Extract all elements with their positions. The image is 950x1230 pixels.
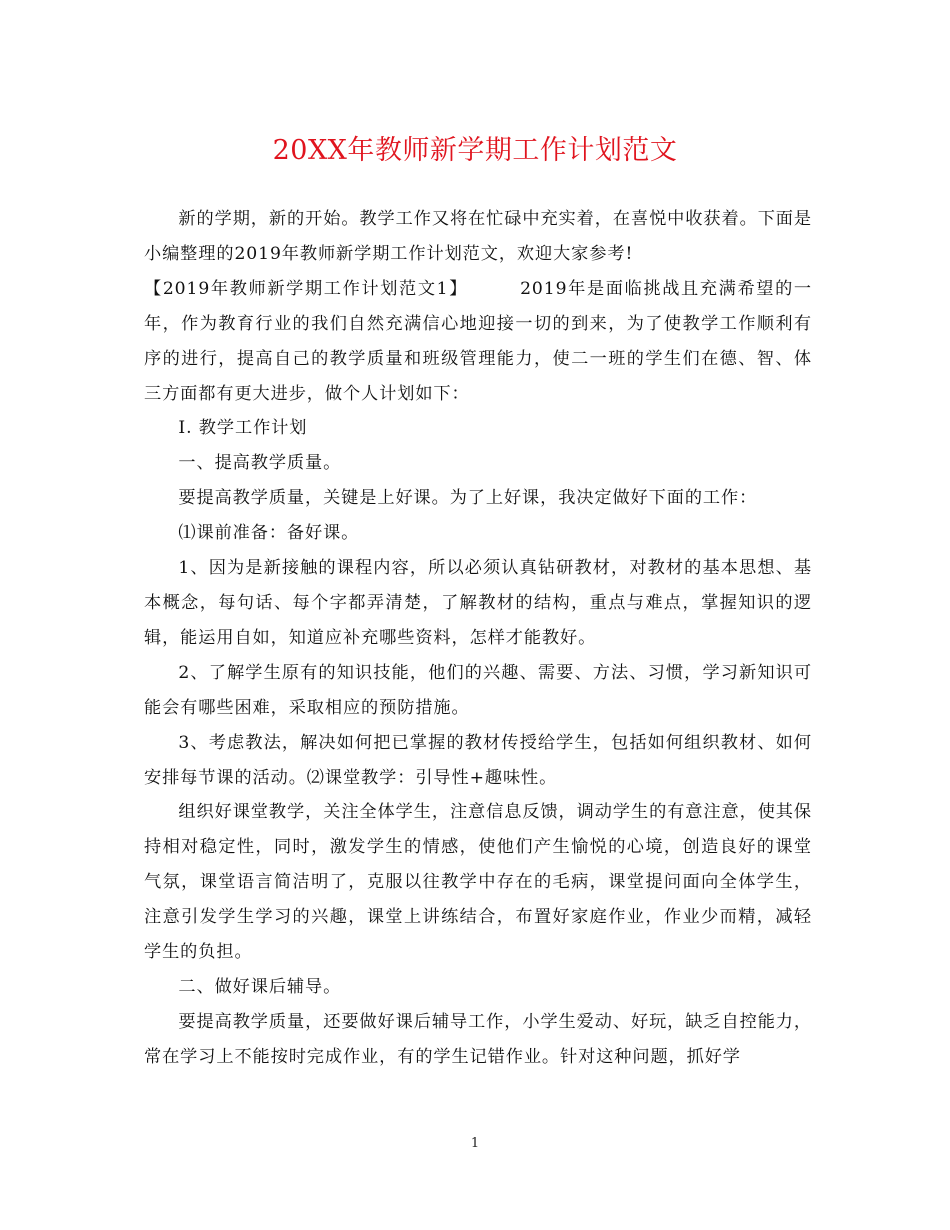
document-title: 20XX年教师新学期工作计划范文 [272,135,678,166]
intro-paragraph: 新的学期，新的开始。教学工作又将在忙碌中充实着，在喜悦中收获着。下面是小编整理的2019年教师新学期工作计划范文，欢迎大家参考! [144,209,812,264]
paragraph-tutoring: 要提高教学质量，还要做好课后辅导工作，小学生爱动、好玩，缺乏自控能力，常在学习上不能按时完成作业，有的学生记错作业。针对这种问题，抓好学 [144,1011,812,1067]
paragraph-classroom-teaching: 组织好课堂教学，关注全体学生，注意信息反馈，调动学生的有意注意，使其保持相对稳定性，同时，激发学生的情感，使他们产生愉悦的心境，创造良好的课堂气氛，课堂语言简洁明了，克服以往教学中存在的毛病，课堂提问面向全体学生，注意引发学生学习的兴趣，课堂上讲练结合，布置好家庭作业，作业少而精，减轻学生的负担。 [144,802,812,963]
subheading-teaching-plan: I. 教学工作计划 [178,418,308,439]
paragraph-item-1: 1、因为是新接触的课程内容，所以必须认真钻研教材，对教材的基本思想、基本概念，每句话、每个字都弄清楚，了解教材的结构，重点与难点，掌握知识的逻辑，能运用自如，知道应补充哪些资料，怎样才能教好。 [144,558,812,648]
document-body [144,202,812,1075]
section-intro-text: 2019年是面临挑战且充满希望的一年，作为教育行业的我们自然充满信心地迎接一切的到来，为了使教学工作顺利有序的进行，提高自己的教学质量和班级管理能力，使二一班的学生们在德、智、体三方面都有更大进步，做个人计划如下： [144,278,813,404]
subheading-lesson-preparation: ⑴课前准备：备好课。 [178,523,360,544]
page-number: 1 [470,1136,480,1151]
paragraph-good-lessons: 要提高教学质量，关键是上好课。为了上好课，我决定做好下面的工作： [178,488,758,509]
subheading-after-class-tutoring: 二、做好课后辅导。 [178,976,342,997]
paragraph-item-2: 2、了解学生原有的知识技能，他们的兴趣、需要、方法、习惯，学习新知识可能会有哪些困难，采取相应的预防措施。 [144,662,812,718]
paragraph-item-3: 3、考虑教法，解决如何把已掌握的教材传授给学生，包括如何组织教材、如何安排每节课的活动。⑵课堂教学：引导性+趣味性。 [144,732,812,788]
section-heading: 【2019年教师新学期工作计划范文1】 [144,278,469,299]
subheading-improve-quality: 一、提高教学质量。 [178,453,342,474]
section-paragraph [144,272,812,412]
